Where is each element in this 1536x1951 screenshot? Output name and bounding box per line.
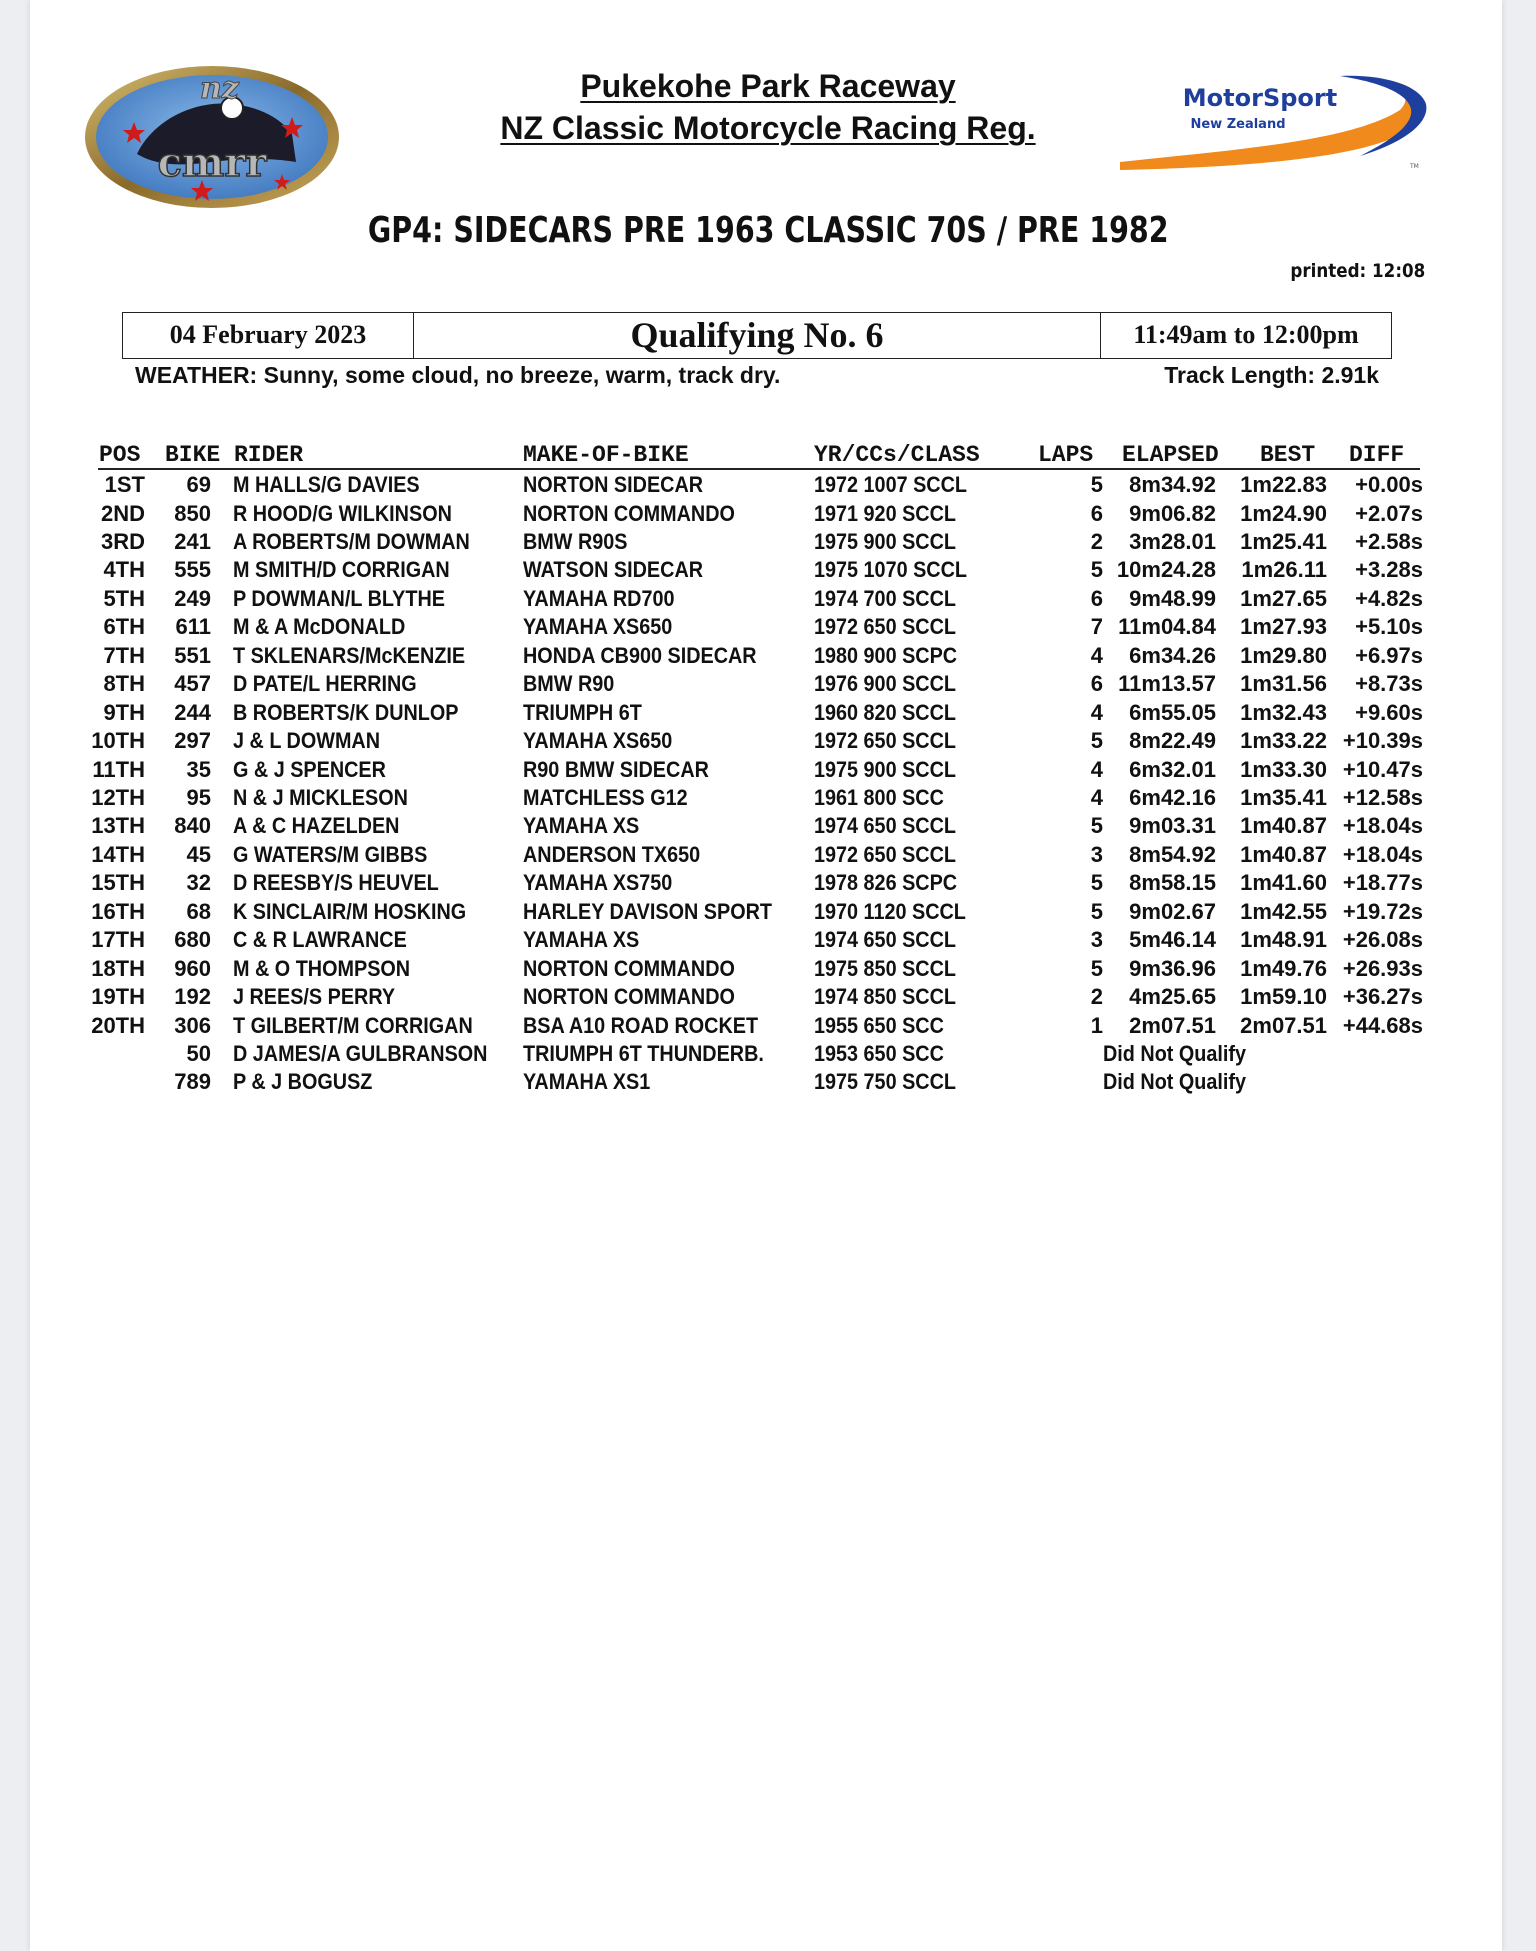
row-best: 1m49.76 [1240, 955, 1327, 981]
row-bike: 244 [174, 699, 211, 725]
row-bike: 241 [174, 528, 211, 554]
logo-cmrr-text: cmrr [157, 139, 267, 186]
col-laps: LAPS [1038, 442, 1094, 468]
col-rider: RIDER [234, 442, 304, 468]
row-make: YAMAHA XS1 [523, 1069, 651, 1095]
col-make: MAKE-OF-BIKE [523, 442, 689, 468]
row-class: 1972 650 SCCL [814, 614, 956, 640]
row-rider: K SINCLAIR/M HOSKING [233, 898, 467, 924]
row-diff: +4.82s [1355, 585, 1423, 611]
row-class: 1974 850 SCCL [814, 984, 956, 1010]
row-class: 1975 1070 SCCL [814, 557, 967, 583]
row-best: 1m48.91 [1240, 927, 1327, 953]
row-bike: 69 [186, 472, 211, 497]
row-diff: +36.27s [1342, 984, 1423, 1010]
row-bike: 789 [174, 1069, 211, 1095]
row-pos: 6TH [103, 614, 145, 640]
row-best: 1m33.30 [1240, 756, 1327, 782]
table-row [0, 500, 1536, 528]
row-class: 1972 650 SCCL [814, 841, 956, 867]
organisation-title: NZ Classic Motorcycle Racing Reg. [500, 110, 1036, 146]
row-bike: 45 [186, 841, 211, 867]
session-name: Qualifying No. 6 [414, 313, 1101, 358]
row-elapsed: 8m54.92 [1129, 841, 1216, 867]
row-diff: +18.04s [1342, 841, 1423, 867]
row-class: 1974 700 SCCL [814, 585, 956, 611]
row-rider: D JAMES/A GULBRANSON [233, 1041, 488, 1066]
logo-tm-text: TM [1410, 163, 1419, 170]
row-elapsed: 8m58.15 [1129, 870, 1216, 896]
row-diff: +8.73s [1355, 671, 1423, 697]
row-elapsed: 6m55.05 [1129, 699, 1216, 725]
track-length: Track Length: 2.91k [1164, 362, 1379, 388]
row-elapsed: 9m03.31 [1129, 813, 1216, 839]
row-pos: 15TH [91, 870, 145, 896]
row-laps: 5 [1090, 898, 1103, 924]
row-bike: 306 [174, 1012, 211, 1038]
header-rule [98, 468, 1420, 470]
row-class: 1972 1007 SCCL [814, 472, 967, 497]
row-rider: G WATERS/M GIBBS [233, 841, 428, 867]
row-laps: 5 [1090, 813, 1103, 839]
row-pos: 16TH [91, 898, 145, 924]
row-pos: 14TH [91, 841, 145, 867]
col-best: BEST [1260, 442, 1316, 468]
row-diff: +2.58s [1355, 528, 1423, 554]
row-rider: B ROBERTS/K DUNLOP [233, 699, 459, 725]
row-class: 1974 650 SCCL [814, 927, 956, 953]
row-laps: 3 [1090, 927, 1103, 953]
row-laps: 2 [1090, 528, 1103, 554]
row-bike: 50 [186, 1041, 211, 1066]
row-diff: +26.93s [1342, 955, 1423, 981]
row-make: MATCHLESS G12 [523, 784, 688, 810]
row-diff: +10.39s [1342, 728, 1423, 753]
row-rider: D PATE/L HERRING [233, 671, 417, 697]
row-pos: 11TH [92, 756, 145, 782]
row-elapsed: 3m28.01 [1129, 528, 1216, 554]
row-bike: 840 [174, 813, 211, 839]
table-row [0, 869, 1536, 897]
row-laps: 5 [1090, 955, 1103, 981]
row-diff: +26.08s [1342, 927, 1423, 953]
row-pos: 18TH [91, 955, 145, 981]
row-pos: 19TH [91, 984, 145, 1010]
row-elapsed: 11m13.57 [1118, 671, 1216, 697]
row-bike: 35 [186, 756, 211, 782]
col-bike: BIKE [165, 442, 221, 468]
table-row [0, 642, 1536, 670]
row-best: 1m40.87 [1240, 841, 1327, 867]
row-make: YAMAHA XS [523, 813, 640, 839]
table-row [0, 784, 1536, 812]
row-best: 1m40.87 [1240, 813, 1327, 839]
row-bike: 192 [174, 984, 211, 1010]
row-class: 1975 850 SCCL [814, 955, 956, 981]
table-row [0, 1012, 1536, 1040]
row-laps: 2 [1090, 984, 1103, 1010]
row-bike: 32 [186, 870, 211, 896]
row-pos: 12TH [91, 784, 145, 810]
row-pos: 4TH [103, 557, 145, 583]
row-rider: J & L DOWMAN [233, 728, 381, 753]
row-rider: G & J SPENCER [233, 756, 386, 782]
row-class: 1970 1120 SCCL [814, 898, 966, 924]
row-diff: +9.60s [1355, 699, 1423, 725]
row-make: BMW R90 [523, 671, 615, 697]
col-elapsed: ELAPSED [1122, 442, 1219, 468]
row-class: 1975 900 SCCL [814, 756, 956, 782]
row-make: YAMAHA XS [523, 927, 640, 953]
row-best: 1m26.11 [1241, 557, 1327, 583]
row-elapsed: 9m02.67 [1129, 898, 1216, 924]
row-elapsed: 9m36.96 [1129, 955, 1216, 981]
row-diff: +10.47s [1342, 756, 1423, 782]
row-laps: 4 [1090, 642, 1103, 668]
venue-title: Pukekohe Park Raceway [580, 68, 956, 104]
row-rider: A ROBERTS/M DOWMAN [233, 528, 470, 554]
table-row [0, 528, 1536, 556]
row-pos: 5TH [103, 585, 145, 611]
table-row [0, 926, 1536, 954]
row-rider: M & O THOMPSON [233, 955, 411, 981]
row-laps: 6 [1090, 671, 1103, 697]
row-pos: 8TH [103, 671, 145, 697]
non-qualifier-row [0, 1040, 1536, 1068]
row-bike: 680 [174, 927, 211, 953]
row-laps: 4 [1090, 699, 1103, 725]
row-rider: M & A McDONALD [233, 614, 406, 640]
weather-text: WEATHER: Sunny, some cloud, no breeze, warm, track dry. [135, 362, 781, 388]
table-row [0, 556, 1536, 584]
row-make: YAMAHA XS750 [523, 870, 673, 896]
row-elapsed: 6m32.01 [1129, 756, 1216, 782]
row-elapsed: 10m24.28 [1116, 557, 1216, 583]
row-diff: +44.68s [1342, 1012, 1423, 1038]
row-pos: 17TH [91, 927, 145, 953]
row-rider: T SKLENARS/McKENZIE [233, 642, 466, 668]
row-best: 1m41.60 [1240, 870, 1327, 896]
row-make: NORTON COMMANDO [523, 955, 735, 981]
row-diff: +6.97s [1355, 642, 1423, 668]
row-class: 1976 900 SCCL [814, 671, 956, 697]
table-row [0, 898, 1536, 926]
row-class: 1975 900 SCCL [814, 528, 956, 554]
row-rider: A & C HAZELDEN [233, 813, 400, 839]
row-pos: 7TH [103, 642, 145, 668]
row-make: BSA A10 ROAD ROCKET [523, 1012, 759, 1038]
row-make: BMW R90S [523, 528, 628, 554]
row-best: 1m59.10 [1240, 984, 1327, 1010]
row-make: YAMAHA XS650 [523, 614, 673, 640]
row-bike: 555 [174, 557, 211, 583]
row-diff: +18.04s [1342, 813, 1423, 839]
session-box [122, 312, 1392, 359]
row-rider: M HALLS/G DAVIES [233, 472, 420, 497]
row-elapsed: 8m22.49 [1129, 728, 1216, 753]
row-best: 2m07.51 [1240, 1012, 1327, 1038]
row-make: NORTON SIDECAR [523, 472, 704, 497]
row-elapsed: 4m25.65 [1129, 984, 1216, 1010]
table-row [0, 955, 1536, 983]
row-class: 1974 650 SCCL [814, 813, 956, 839]
table-row [0, 812, 1536, 840]
row-make: NORTON COMMANDO [523, 500, 735, 526]
row-best: 1m33.22 [1240, 728, 1327, 753]
row-bike: 850 [174, 500, 211, 526]
row-elapsed: 6m42.16 [1129, 784, 1216, 810]
table-row [0, 585, 1536, 613]
row-best: 1m32.43 [1240, 699, 1327, 725]
row-laps: 4 [1090, 756, 1103, 782]
row-elapsed: 2m07.51 [1129, 1012, 1216, 1038]
row-pos: 10TH [91, 728, 145, 753]
row-rider: T GILBERT/M CORRIGAN [233, 1012, 473, 1038]
row-best: 1m25.41 [1240, 528, 1327, 554]
row-elapsed: 9m48.99 [1129, 585, 1216, 611]
row-rider: R HOOD/G WILKINSON [233, 500, 452, 526]
row-diff: +19.72s [1342, 898, 1423, 924]
logo-nz-text: nz [200, 71, 239, 106]
row-pos: 9TH [103, 699, 145, 725]
row-laps: 4 [1090, 784, 1103, 810]
row-rider: P DOWMAN/L BLYTHE [233, 585, 445, 611]
printed-time: printed: 12:08 [1290, 260, 1425, 282]
row-laps: 5 [1090, 472, 1103, 497]
col-diff: DIFF [1349, 442, 1405, 468]
table-row [0, 983, 1536, 1011]
row-class: 1961 800 SCC [814, 784, 944, 810]
row-best: 1m35.41 [1240, 784, 1327, 810]
row-laps: 5 [1090, 728, 1103, 753]
row-bike: 551 [174, 642, 211, 668]
row-make: TRIUMPH 6T [523, 699, 642, 725]
row-bike: 297 [174, 728, 211, 753]
logo-motorsport-text: MotorSport [1182, 84, 1338, 112]
row-pos: 13TH [91, 813, 145, 839]
col-pos: POS [99, 442, 141, 468]
row-class: 1955 650 SCC [814, 1012, 944, 1038]
row-laps: 7 [1090, 614, 1103, 640]
row-diff: +3.28s [1355, 557, 1423, 583]
row-diff: +2.07s [1355, 500, 1423, 526]
row-laps: 3 [1090, 841, 1103, 867]
row-diff: +12.58s [1342, 784, 1423, 810]
row-elapsed: 5m46.14 [1129, 927, 1216, 953]
logo-new-zealand-text: New Zealand [1190, 117, 1286, 132]
row-class: 1971 920 SCCL [814, 500, 956, 526]
row-best: 1m22.83 [1240, 472, 1327, 497]
row-laps: 6 [1090, 500, 1103, 526]
table-row [0, 699, 1536, 727]
row-pos: 2ND [100, 500, 145, 526]
row-pos: 1ST [104, 472, 145, 497]
row-make: YAMAHA XS650 [523, 728, 673, 753]
row-best: 1m42.55 [1240, 898, 1327, 924]
row-elapsed: 9m06.82 [1129, 500, 1216, 526]
row-make: TRIUMPH 6T THUNDERB. [523, 1041, 764, 1066]
row-status: Did Not Qualify [1103, 1069, 1247, 1095]
row-rider: C & R LAWRANCE [233, 927, 407, 953]
row-bike: 95 [186, 784, 211, 810]
row-bike: 611 [175, 614, 211, 640]
row-best: 1m24.90 [1240, 500, 1327, 526]
row-rider: P & J BOGUSZ [233, 1069, 373, 1095]
row-bike: 249 [174, 585, 211, 611]
row-class: 1972 650 SCCL [814, 728, 956, 753]
row-make: NORTON COMMANDO [523, 984, 735, 1010]
row-bike: 68 [186, 898, 211, 924]
event-title: GP4: SIDECARS PRE 1963 CLASSIC 70S / PRE 1982 [367, 210, 1169, 251]
row-bike: 457 [174, 671, 211, 697]
table-row [0, 670, 1536, 698]
row-diff: +0.00s [1355, 472, 1423, 497]
session-time: 11:49am to 12:00pm [1133, 320, 1359, 349]
table-row [0, 471, 1536, 499]
row-bike: 960 [174, 955, 211, 981]
row-best: 1m29.80 [1240, 642, 1327, 668]
row-rider: N & J MICKLESON [233, 784, 408, 810]
row-class: 1980 900 SCPC [814, 642, 958, 668]
row-elapsed: 11m04.84 [1118, 614, 1216, 640]
table-row [0, 841, 1536, 869]
row-elapsed: 6m34.26 [1129, 642, 1216, 668]
row-best: 1m31.56 [1240, 671, 1327, 697]
row-diff: +18.77s [1342, 870, 1423, 896]
row-pos: 20TH [91, 1012, 145, 1038]
row-diff: +5.10s [1355, 614, 1423, 640]
row-rider: J REES/S PERRY [233, 984, 396, 1010]
row-class: 1975 750 SCCL [814, 1069, 956, 1095]
row-make: HARLEY DAVISON SPORT [523, 898, 773, 924]
row-class: 1978 826 SCPC [814, 870, 958, 896]
row-make: YAMAHA RD700 [523, 585, 675, 611]
row-elapsed: 8m34.92 [1129, 472, 1216, 497]
row-rider: M SMITH/D CORRIGAN [233, 557, 450, 583]
row-make: HONDA CB900 SIDECAR [523, 642, 757, 668]
row-best: 1m27.65 [1240, 585, 1327, 611]
row-laps: 5 [1090, 557, 1103, 583]
row-pos: 3RD [100, 528, 145, 554]
row-best: 1m27.93 [1240, 614, 1327, 640]
row-laps: 6 [1090, 585, 1103, 611]
row-make: WATSON SIDECAR [523, 557, 704, 583]
row-laps: 1 [1090, 1012, 1103, 1038]
table-row [0, 613, 1536, 641]
row-class: 1953 650 SCC [814, 1041, 944, 1066]
col-class: YR/CCs/CLASS [814, 442, 980, 468]
table-row [0, 756, 1536, 784]
row-make: ANDERSON TX650 [523, 841, 701, 867]
non-qualifier-row [0, 1068, 1536, 1096]
row-status: Did Not Qualify [1103, 1041, 1247, 1066]
table-row [0, 727, 1536, 755]
row-class: 1960 820 SCCL [814, 699, 956, 725]
row-make: R90 BMW SIDECAR [523, 756, 709, 782]
row-laps: 5 [1090, 870, 1103, 896]
row-rider: D REESBY/S HEUVEL [233, 870, 439, 896]
session-date: 04 February 2023 [123, 313, 414, 358]
